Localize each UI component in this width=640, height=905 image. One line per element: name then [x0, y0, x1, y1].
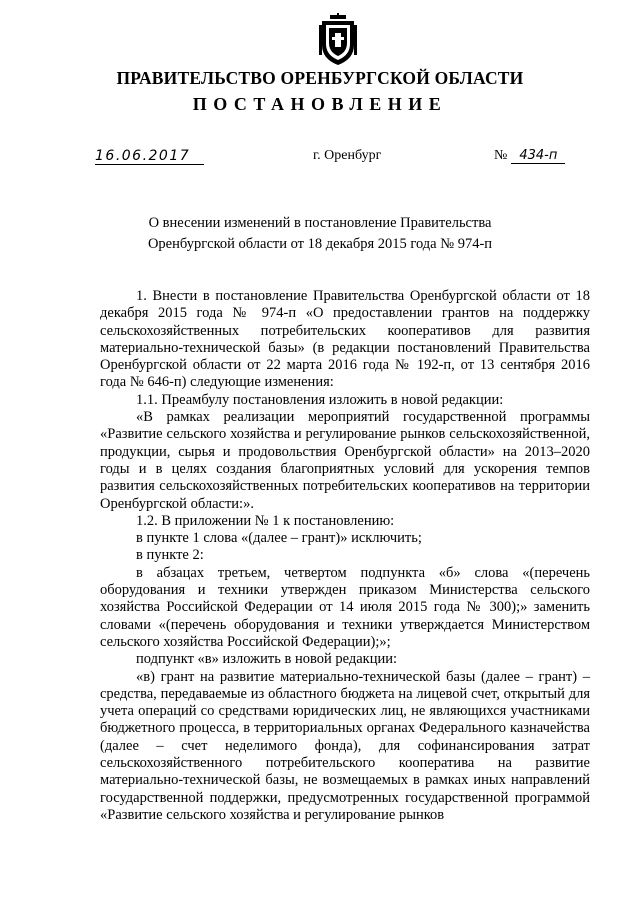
document-number	[494, 148, 565, 164]
document-date: 16.06.2017	[95, 148, 204, 165]
number-label: №	[494, 148, 508, 163]
document-type-title: ПОСТАНОВЛЕНИЕ	[192, 94, 448, 114]
document-body	[100, 288, 590, 824]
number-value: 434-п	[511, 148, 565, 164]
subject-line: О внесении изменений в постановление Правительства	[148, 215, 492, 231]
paragraph: «в) грант на развитие материально-технической базы (далее – грант) – средства, передаваемые из областного бюджета на лицевой счет, открытый для учета операций со средствами юридических лиц, не являющихся участниками бюджетного процесса, в территориальных органах Федерального казначейства (далее – счет неделимого фонда), для софинансирования затрат сельскохозяйственного потребительского кооператива на развитие материально-технической базы, не возмещаемых в рамках иных направлений государственной поддержки, предусмотренных государственной программой «Развитие сельского хозяйства и регулирование рынков	[100, 668, 590, 823]
organization-title: ПРАВИТЕЛЬСТВО ОРЕНБУРГСКОЙ ОБЛАСТИ	[116, 68, 524, 88]
paragraph: «В рамках реализации мероприятий государственной программы «Развитие сельского хозяйства и регулирование рынков сельскохозяйственной, продукции, сырья и продовольствия Оренбургской области» на 2013–2020 годы и в целях создания благоприятных условий для ускорения темпов развития сельскохозяйственных потребительских кооперативов на территории Оренбургской области:».	[100, 409, 590, 512]
paragraph: в пункте 1 слова «(далее – грант)» исключить;	[136, 530, 422, 547]
subject-line: Оренбургской области от 18 декабря 2015 года № 974-п	[147, 236, 493, 252]
document-city: г. Оренбург	[313, 148, 382, 163]
coat-of-arms-icon	[318, 13, 358, 67]
paragraph: 1.1. Преамбулу постановления изложить в новой редакции:	[136, 391, 504, 408]
paragraph: 1.2. В приложении № 1 к постановлению:	[136, 512, 395, 529]
document-subject	[0, 213, 640, 255]
paragraph: подпункт «в» изложить в новой редакции:	[136, 651, 398, 668]
paragraph: 1. Внести в постановление Правительства Оренбургской области от 18 декабря 2015 года № 974-п «О предоставлении грантов на поддержку сельскохозяйственных потребительских кооперативов для развития материально-технической базы» (в редакции постановлений Правительства Оренбургской области от 22 марта 2016 года № 192-п, от 13 сентября 2016 года № 646-п) следующие изменения:	[100, 288, 590, 391]
paragraph: в абзацах третьем, четвертом подпункта «б» слова «(перечень оборудования и техники утвержден приказом Министерства сельского хозяйства Российской Федерации от 14 июля 2015 года № 300);» заменить словами «(перечень оборудования и техники утверждается Министерством сельского хозяйства Российской Федерации);»;	[100, 564, 590, 650]
paragraph: в пункте 2:	[136, 547, 204, 564]
